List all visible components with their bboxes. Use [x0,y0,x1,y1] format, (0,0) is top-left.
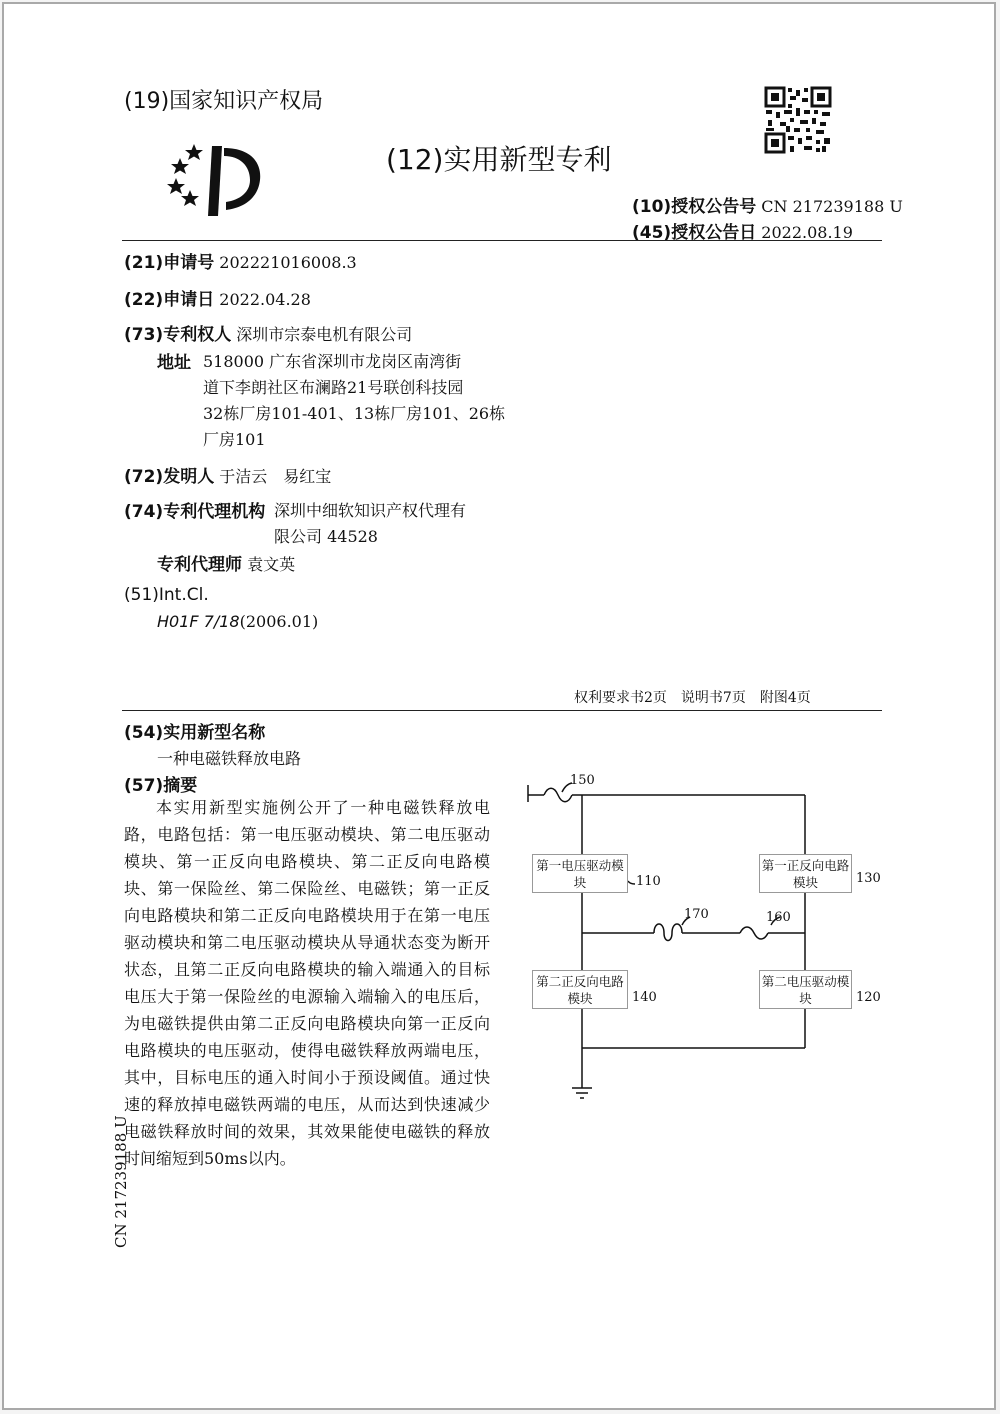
intcl-classification: H01F 7/18(2006.01) [157,612,319,631]
ref-number: 120 [856,990,881,1005]
address-line: 厂房101 [203,430,266,449]
module-box-130: 第一正反向电路模块 [759,854,852,893]
publication-number: (10)授权公告号 CN 217239188 U [632,197,903,217]
office-name: (19)国家知识产权局 [124,89,324,114]
module-box-140: 第二正反向电路模块 [532,970,628,1009]
agency-line: 限公司 44528 [274,527,378,546]
document-type: (12)实用新型专利 [386,143,612,176]
ref-number: 170 [684,907,709,922]
ref-number: 150 [570,773,595,788]
ref-number: 140 [632,990,657,1005]
qr-code-icon [764,86,832,154]
header-divider [122,240,882,241]
address-line: 518000 广东省深圳市龙岗区南湾街 [203,352,462,371]
patent-owner: (73)专利权人 深圳市宗泰电机有限公司 [124,325,413,345]
agency-label: (74)专利代理机构 [124,502,266,522]
patent-agent: 专利代理师 袁文英 [157,555,296,575]
title-label: (54)实用新型名称 [124,723,266,743]
application-date: (22)申请日 2022.04.28 [124,290,311,310]
agency-line: 深圳中细软知识产权代理有 [274,501,467,520]
ref-number: 110 [636,874,661,889]
abstract-text: 本实用新型实施例公开了一种电磁铁释放电路，电路包括：第一电压驱动模块、第二电压驱动模块、第一正反向电路模块、第二正反向电路模块、第一保险丝、第二保险丝、电磁铁；第一正反向电路模块和第二正反向电路模块用于在第一电压驱动模块和第二电压驱动模块从导通状态变为断开状态，且第二正反向电路模块的输入端通入的目标电压大于第一保险丝的电源输入端输入的电压后，为电磁铁提供由第二正反向电路模块向第一正反向电路模块的电压驱动，使得电磁铁释放两端电压，其中，目标电压的通入时间小于预设阈值。通过快速的释放掉电磁铁两端的电压，从而达到快速减少电磁铁释放时间的效果，其效果能使电磁铁的释放时间缩短到50ms以内。 [124,798,490,1168]
page-count-info: 权利要求书2页 说明书7页 附图4页 [574,690,811,706]
ref-number: 160 [766,910,791,925]
utility-model-title: 一种电磁铁释放电路 [157,749,302,768]
section-divider [122,710,882,711]
address-line: 道下李朗社区布澜路21号联创科技园 [203,378,464,397]
address-line: 32栋厂房101-401、13栋厂房101、26栋 [203,404,506,423]
inventors: (72)发明人 于洁云 易红宝 [124,467,332,487]
circuit-diagram [522,780,822,1110]
patent-page [2,2,996,1410]
module-box-120: 第二电压驱动模块 [759,970,852,1009]
publication-date: (45)授权公告日 2022.08.19 [632,223,853,243]
address-label: 地址 [157,353,191,373]
side-publication-number: CN 217239188 U [112,1115,130,1248]
application-number: (21)申请号 202221016008.3 [124,253,357,273]
abstract-label: (57)摘要 [124,776,198,796]
intcl-label: (51)Int.Cl. [124,585,209,605]
ref-number: 130 [856,871,881,886]
module-box-110: 第一电压驱动模块 [532,854,628,893]
cnipa-logo-icon [166,140,266,220]
